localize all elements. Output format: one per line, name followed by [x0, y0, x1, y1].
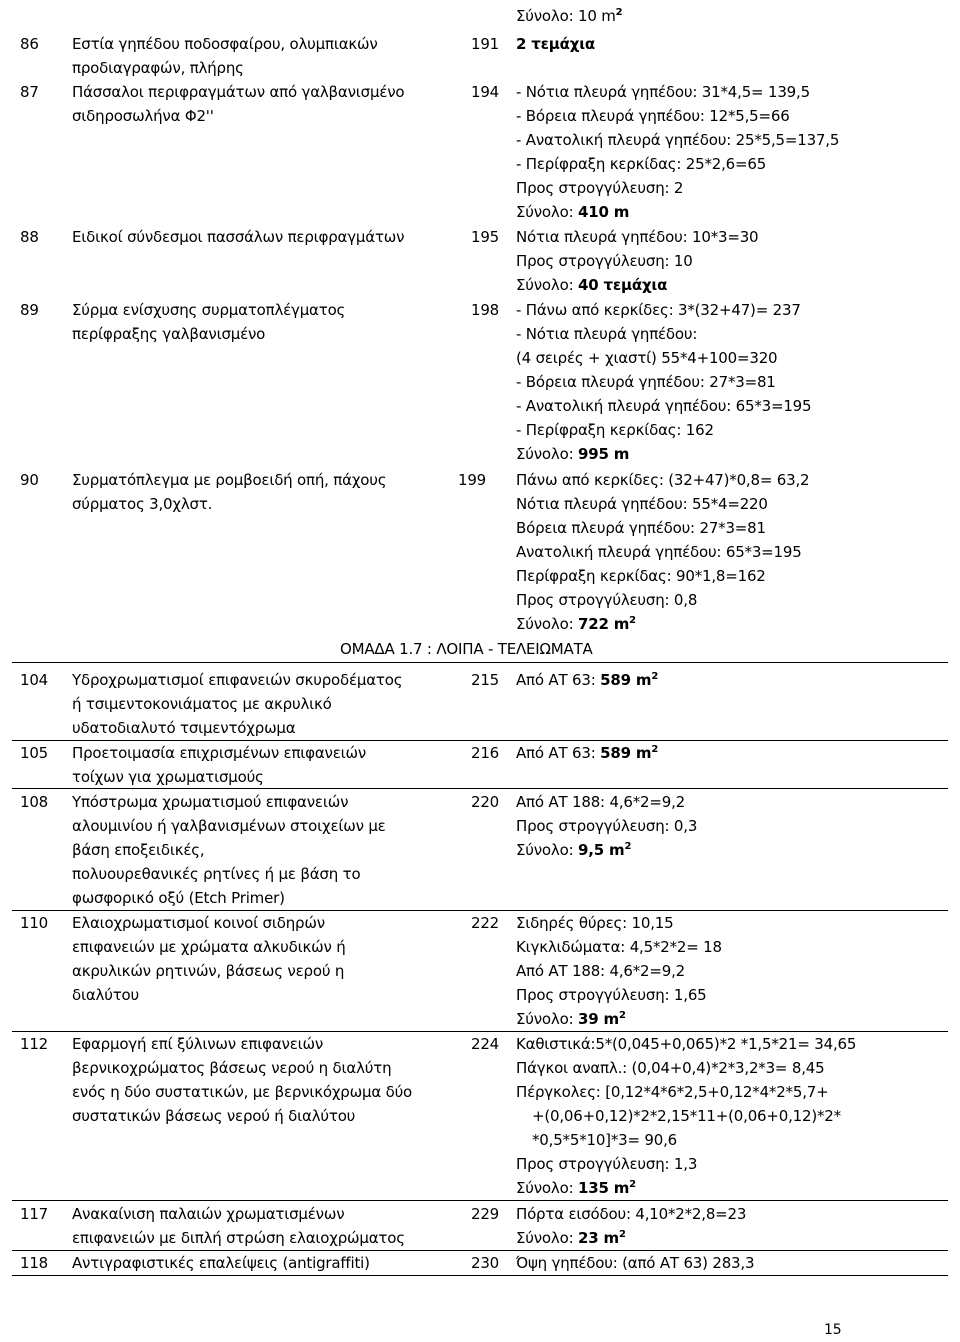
quantity-value: 722 m [578, 615, 630, 633]
quantity-line: Προς στρογγύλευση: 1,65 [516, 986, 707, 1004]
article-number: 199 [458, 471, 487, 489]
item-number: 88 [20, 228, 39, 246]
article-number: 229 [471, 1205, 500, 1223]
quantity-total: Σύνολο: 135 $m^2$ [516, 1179, 636, 1197]
item-description: Υδροχρωματισμοί επιφανειών σκυροδέματος ή τσιμεντοκονιάματος με ακρυλικό υδατοδιαλυτό τσιμεντόχρωμα [72, 671, 403, 737]
item-number: 87 [20, 83, 39, 101]
item-description: Συρματόπλεγμα με ρομβοειδή οπή, πάχους σύρματος 3,0χλστ. [72, 471, 387, 513]
item-description: Ανακαίνιση παλαιών χρωματισμένων επιφανειών με διπλή στρώση ελαιοχρώματος [72, 1205, 405, 1247]
divider [12, 1200, 948, 1201]
item-number: 86 [20, 35, 39, 53]
item-number: 118 [20, 1254, 49, 1272]
quantity-line: Περίφραξη κερκίδας: 90*1,8=162 [516, 567, 766, 585]
quantity-line: 2 τεμάχια [516, 35, 595, 53]
item-description: Υπόστρωμα χρωματισμού επιφανειών αλουμινίου ή γαλβανισμένων στοιχείων με βάση εποξειδικές, πολυουρεθανικές ρητίνες ή με βάση το φωσφορικό οξύ (Etch Primer) [72, 793, 386, 907]
quantity-line: - Βόρεια πλευρά γηπέδου: 12*5,5=66 [516, 107, 790, 125]
article-number: 191 [471, 35, 500, 53]
quantity-line: Προς στρογγύλευση: 2 [516, 179, 684, 197]
continuation-total: Σύνολο: 10 $m^2$ [516, 7, 623, 25]
article-number: 230 [471, 1254, 500, 1272]
quantity-line: Όψη γηπέδου: (από ΑΤ 63) 283,3 [516, 1254, 755, 1272]
quantity-total: Σύνολο: 410 m [516, 203, 630, 221]
article-number: 220 [471, 793, 500, 811]
quantity-value: 135 m [578, 1179, 630, 1197]
item-number: 90 [20, 471, 39, 489]
quantity-line: (4 σειρές + χιαστί) 55*4+100=320 [516, 349, 778, 367]
divider [12, 662, 948, 663]
item-description: Αντιγραφιστικές επαλείψεις (antigraffiti) [72, 1254, 370, 1272]
quantity-line: *0,5*5*10]*3= 90,6 [532, 1131, 678, 1149]
article-number: 216 [471, 744, 500, 762]
item-description: Ελαιοχρωματισμοί κοινοί σιδηρών επιφανειών με χρώματα αλκυδικών ή ακρυλικών ρητινών, βάσεως νερού η διαλύτου [72, 914, 346, 1004]
quantity-line: - Βόρεια πλευρά γηπέδου: 27*3=81 [516, 373, 776, 391]
item-number: 112 [20, 1035, 49, 1053]
quantity-line: Προς στρογγύλευση: 10 [516, 252, 693, 270]
quantity-value: 995 m [578, 445, 630, 463]
article-number: 194 [471, 83, 500, 101]
quantity-line: - Νότια πλευρά γηπέδου: 31*4,5= 139,5 [516, 83, 810, 101]
quantity-line: Πάγκοι αναπλ.: (0,04+0,4)*2*3,2*3= 8,45 [516, 1059, 825, 1077]
item-number: 117 [20, 1205, 49, 1223]
quantity-line: Σιδηρές θύρες: 10,15 [516, 914, 674, 932]
quantity-value: 40 τεμάχια [578, 276, 668, 294]
quantity-line: Προς στρογγύλευση: 1,3 [516, 1155, 698, 1173]
quantity-line: Κιγκλιδώματα: 4,5*2*2= 18 [516, 938, 722, 956]
quantity-line: Πόρτα εισόδου: 4,10*2*2,8=23 [516, 1205, 747, 1223]
quantity-line: Πέργκολες: [0,12*4*6*2,5+0,12*4*2*5,7+ [516, 1083, 829, 1101]
quantity-value: 589 m [600, 671, 652, 689]
quantity-line: Νότια πλευρά γηπέδου: 55*4=220 [516, 495, 768, 513]
item-number: 105 [20, 744, 49, 762]
quantity-line: - Πάνω από κερκίδες: 3*(32+47)= 237 [516, 301, 801, 319]
divider [12, 788, 948, 789]
quantity-line: Καθιστικά:5*(0,045+0,065)*2 *1,5*21= 34,65 [516, 1035, 857, 1053]
quantity-value: 23 m [578, 1229, 619, 1247]
item-description: Ειδικοί σύνδεσμοι πασσάλων περιφραγμάτων [72, 228, 405, 246]
quantity-total: Σύνολο: 39 $m^2$ [516, 1010, 626, 1028]
quantity-line: - Περίφραξη κερκίδας: 162 [516, 421, 714, 439]
quantity-line: - Περίφραξη κερκίδας: 25*2,6=65 [516, 155, 767, 173]
item-description: Σύρμα ενίσχυσης συρματοπλέγματος περίφραξης γαλβανισμένο [72, 301, 346, 343]
quantity-total: Σύνολο: 40 τεμάχια [516, 276, 668, 294]
article-number: 215 [471, 671, 500, 689]
quantity-line: +(0,06+0,12)*2*2,15*11+(0,06+0,12)*2* [532, 1107, 841, 1125]
quantity-line: - Ανατολική πλευρά γηπέδου: 65*3=195 [516, 397, 812, 415]
quantity-line: Νότια πλευρά γηπέδου: 10*3=30 [516, 228, 759, 246]
divider [12, 1275, 948, 1276]
quantity-total: Σύνολο: 23 $m^2$ [516, 1229, 626, 1247]
item-number: 110 [20, 914, 49, 932]
quantity-line: - Ανατολική πλευρά γηπέδου: 25*5,5=137,5 [516, 131, 840, 149]
page-number: 15 [824, 1322, 842, 1338]
group-heading: ΟΜΑΔΑ 1.7 : ΛΟΙΠΑ - ΤΕΛΕΙΩΜΑΤΑ [340, 640, 593, 658]
article-number: 222 [471, 914, 500, 932]
item-number: 104 [20, 671, 49, 689]
quantity-line: Πάνω από κερκίδες: (32+47)*0,8= 63,2 [516, 471, 810, 489]
quantity-total: Από ΑΤ 63: 589 $m^2$ [516, 671, 659, 689]
quantity-line: - Νότια πλευρά γηπέδου: [516, 325, 698, 343]
quantity-total: Σύνολο: 995 m [516, 445, 630, 463]
article-number: 224 [471, 1035, 500, 1053]
quantity-total: Από ΑΤ 63: 589 $m^2$ [516, 744, 659, 762]
quantity-line: Ανατολική πλευρά γηπέδου: 65*3=195 [516, 543, 802, 561]
quantity-value: 39 m [578, 1010, 619, 1028]
article-number: 195 [471, 228, 500, 246]
item-description: Εστία γηπέδου ποδοσφαίρου, ολυμπιακών προδιαγραφών, πλήρης [72, 35, 378, 77]
item-description: Προετοιμασία επιχρισμένων επιφανειών τοίχων για χρωματισμούς [72, 744, 367, 786]
quantity-line: Προς στρογγύλευση: 0,3 [516, 817, 698, 835]
quantity-line: Από ΑΤ 188: 4,6*2=9,2 [516, 962, 686, 980]
article-number: 198 [471, 301, 500, 319]
quantity-line: Από ΑΤ 188: 4,6*2=9,2 [516, 793, 686, 811]
quantity-line: Βόρεια πλευρά γηπέδου: 27*3=81 [516, 519, 766, 537]
item-description: Πάσσαλοι περιφραγμάτων από γαλβανισμένο σιδηροσωλήνα Φ2'' [72, 83, 405, 125]
quantity-total: Σύνολο: 722 $m^2$ [516, 615, 636, 633]
quantity-line: Προς στρογγύλευση: 0,8 [516, 591, 698, 609]
item-description: Εφαρμογή επί ξύλινων επιφανειών βερνικοχρώματος βάσεως νερού η διαλύτη ενός η δύο συστατικών, με βερνικόχρωμα δύο συστατικών βάσεως νερού ή διαλύτου [72, 1035, 413, 1125]
item-number: 89 [20, 301, 39, 319]
item-number: 108 [20, 793, 49, 811]
quantity-total: Σύνολο: 9,5 $m^2$ [516, 841, 632, 859]
quantity-value: 9,5 m [578, 841, 625, 859]
quantity-value: 410 m [578, 203, 630, 221]
quantity-value: 589 m [600, 744, 652, 762]
